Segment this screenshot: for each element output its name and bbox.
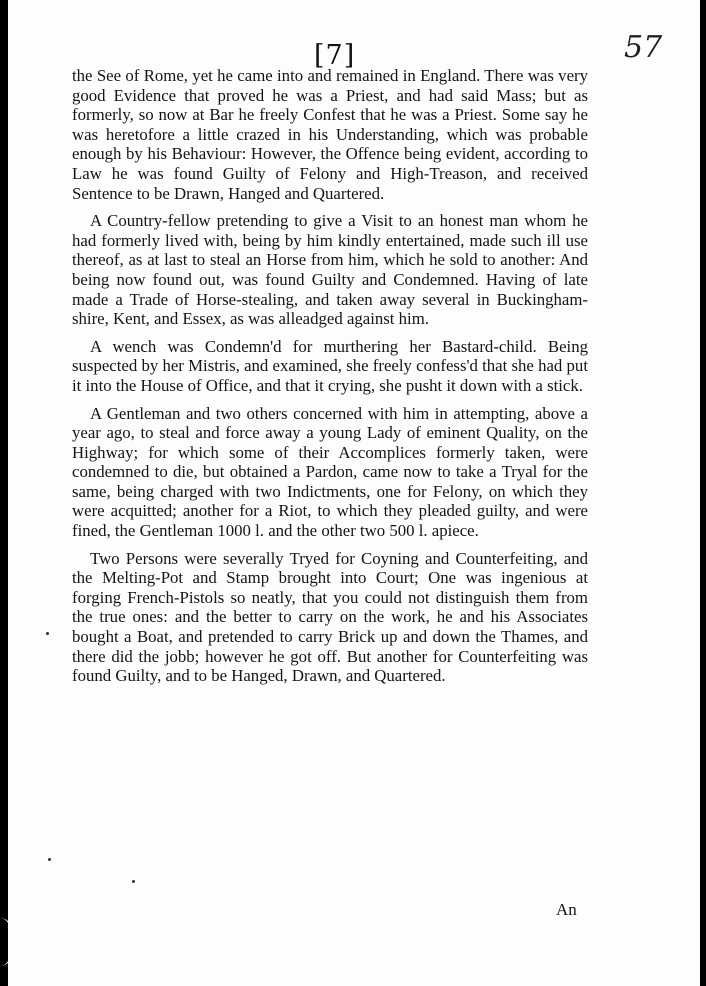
page-number: [7] (314, 40, 356, 71)
stray-ink-dot (132, 880, 135, 883)
stray-ink-dot (48, 858, 51, 861)
paragraph-abduction-riot-case: A Gentleman and two others concerned with him in attempting, above a year ago, to steal and force away a young Lady of eminent Quality, on the Highway; for which some of their Accomplices formerly taken, were condemned to die, but obtained a Pardon, came now to take a Tryal for the same, being charged with two Indictments, one for Felony, on which they were acquitted; another for a Riot, to which they pleaded guilty, and were fined, the Gentleman 1000 l. and the other two 500 l. apiece. (72, 403, 588, 541)
paragraph-horse-stealing-case: A Country-fellow pretending to give a Visit to an honest man whom he had formerly lived with, being by him kindly entertained, made such ill use thereof, as at last to steal an Horse from him, which he sold to another: And being now found out, was found Guilty and Condemned. Having of late made a Trade of Horse-stealing, and taken away several in Buckingham-shire, Kent, and Essex, as was alleadged against him. (72, 211, 588, 329)
stray-ink-dot (46, 632, 49, 635)
scan-left-edge (0, 0, 8, 986)
handwritten-folio-number: 57 (624, 30, 663, 65)
document-page (8, 0, 700, 986)
paragraph-priest-case: the See of Rome, yet he came into and remained in England. There was very good Evidence that proved he was a Priest, and had said Mass; but as formerly, so now at Bar he freely Confest that he was a Priest. Some say he was heretofore a little crazed in his Understanding, which was probable enough by his Behaviour: However, the Offence being evident, according to Law he was found Guilty of Felony and High-Treason, and received Sentence to be Drawn, Hanged and Quartered. (72, 66, 588, 203)
catchword: An (556, 900, 577, 919)
document-body (72, 66, 588, 694)
paragraph-coining-case: Two Persons were severally Tryed for Coyning and Counterfeiting, and the Melting-Pot and Stamp brought into Court; One was ingenious at forging French-Pistols so neatly, that you could not distinguish them from the true ones: and the better to carry on the work, he and his Associates bought a Boat, and pretended to carry Brick up and down the Thames, and there did the jobb; however he got off. But another for Counterfeiting was found Guilty, and to be Hanged, Drawn, and Quartered. (72, 548, 588, 686)
paragraph-bastard-child-case: A wench was Condemn'd for murthering her Bastard-child. Being suspected by her Mistris, and examined, she freely confess'd that she had put it into the House of Office, and that it crying, she pusht it down with a stick. (72, 336, 588, 395)
